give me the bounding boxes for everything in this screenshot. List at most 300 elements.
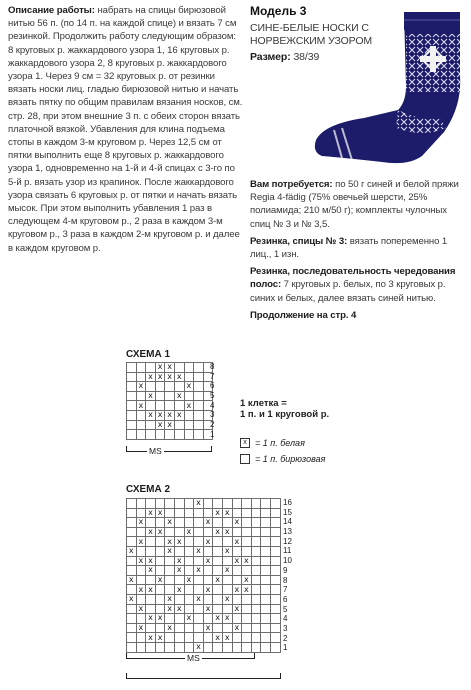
scheme2-row xyxy=(127,537,281,547)
grid-cell xyxy=(155,585,165,595)
grid-cell xyxy=(165,382,175,392)
grid-cell xyxy=(127,642,137,652)
grid-cell xyxy=(251,566,261,576)
grid-cell xyxy=(165,642,175,652)
grid-cell xyxy=(251,604,261,614)
grid-cell: x xyxy=(222,614,232,624)
grid-cell xyxy=(136,430,146,440)
grid-cell: x xyxy=(165,546,175,556)
grid-cell xyxy=(261,604,271,614)
grid-cell: x xyxy=(174,556,184,566)
grid-cell xyxy=(136,633,146,643)
grid-cell xyxy=(184,363,194,373)
scheme1-ms-label: MS xyxy=(149,446,162,456)
materials-label: Вам потребуется: xyxy=(250,179,333,190)
scheme1-row xyxy=(127,382,213,392)
scheme1-ms-tick-left xyxy=(126,446,127,452)
grid-cell: x xyxy=(146,633,156,643)
grid-cell: x xyxy=(155,372,165,382)
grid-cell xyxy=(127,518,137,528)
grid-cell: x xyxy=(155,633,165,643)
grid-cell xyxy=(127,391,137,401)
grid-cell xyxy=(222,556,232,566)
grid-cell xyxy=(174,642,184,652)
grid-cell: x xyxy=(155,420,165,430)
grid-cell: x xyxy=(194,499,204,509)
row-number: 9 xyxy=(283,565,288,575)
grid-cell: x xyxy=(184,401,194,411)
grid-cell xyxy=(127,508,137,518)
grid-cell xyxy=(213,556,223,566)
grid-cell xyxy=(127,372,137,382)
grid-cell xyxy=(232,642,242,652)
grid-cell xyxy=(213,518,223,528)
grid-cell: x xyxy=(136,518,146,528)
grid-cell xyxy=(127,633,137,643)
grid-cell: x xyxy=(194,642,204,652)
grid-cell xyxy=(165,556,175,566)
grid-cell: x xyxy=(194,546,204,556)
scheme2-row xyxy=(127,508,281,518)
grid-cell xyxy=(194,575,204,585)
grid-cell: x xyxy=(242,585,252,595)
grid-cell xyxy=(155,499,165,509)
row-number: 2 xyxy=(210,420,215,430)
grid-cell xyxy=(242,537,252,547)
legend-turquoise-box xyxy=(240,454,250,464)
grid-cell xyxy=(165,566,175,576)
grid-cell xyxy=(270,623,280,633)
row-number: 1 xyxy=(210,429,215,439)
grid-cell xyxy=(251,546,261,556)
grid-cell xyxy=(213,585,223,595)
grid-cell xyxy=(232,566,242,576)
grid-cell: x xyxy=(174,391,184,401)
grid-cell xyxy=(194,556,204,566)
grid-cell xyxy=(194,518,204,528)
row-number: 15 xyxy=(283,507,292,517)
legend-white-row xyxy=(240,438,329,448)
grid-cell: x xyxy=(146,372,156,382)
grid-cell xyxy=(127,401,137,411)
grid-cell xyxy=(174,527,184,537)
scheme2-full-tick-left xyxy=(126,673,127,679)
grid-cell xyxy=(174,575,184,585)
grid-cell xyxy=(136,594,146,604)
scheme2-grid xyxy=(126,498,281,653)
row-number: 8 xyxy=(210,362,215,371)
grid-cell xyxy=(261,527,271,537)
grid-cell xyxy=(136,372,146,382)
grid-cell: x xyxy=(174,604,184,614)
grid-cell xyxy=(242,566,252,576)
grid-cell xyxy=(165,430,175,440)
row-number: 6 xyxy=(283,594,288,604)
grid-cell: x xyxy=(232,518,242,528)
grid-cell xyxy=(194,527,204,537)
grid-cell xyxy=(242,508,252,518)
grid-cell xyxy=(222,518,232,528)
row-number: 12 xyxy=(283,536,292,546)
grid-cell xyxy=(155,391,165,401)
grid-cell xyxy=(261,633,271,643)
scheme1-ms-tick-right xyxy=(211,446,212,452)
scheme2-full-bracket xyxy=(126,678,281,679)
grid-cell xyxy=(222,575,232,585)
grid-cell xyxy=(174,594,184,604)
grid-cell xyxy=(184,499,194,509)
grid-cell: x xyxy=(165,537,175,547)
sock-illustration xyxy=(312,6,468,166)
grid-cell xyxy=(242,518,252,528)
grid-cell: x xyxy=(146,410,156,420)
grid-cell: x xyxy=(222,508,232,518)
grid-cell xyxy=(146,382,156,392)
grid-cell: x xyxy=(222,527,232,537)
grid-cell xyxy=(174,420,184,430)
row-number: 3 xyxy=(283,623,288,633)
scheme2-row xyxy=(127,594,281,604)
grid-cell xyxy=(136,410,146,420)
grid-cell xyxy=(155,382,165,392)
scheme2-row xyxy=(127,623,281,633)
grid-cell xyxy=(136,575,146,585)
grid-cell xyxy=(136,614,146,624)
row-number: 2 xyxy=(283,633,288,643)
grid-cell xyxy=(213,537,223,547)
grid-cell xyxy=(146,537,156,547)
grid-cell xyxy=(232,499,242,509)
legend xyxy=(240,398,329,464)
grid-cell: x xyxy=(136,604,146,614)
grid-cell: x xyxy=(155,363,165,373)
grid-cell: x xyxy=(232,556,242,566)
grid-cell xyxy=(222,642,232,652)
grid-cell xyxy=(242,594,252,604)
row-number: 5 xyxy=(283,604,288,614)
grid-cell: x xyxy=(203,623,213,633)
grid-cell xyxy=(203,508,213,518)
grid-cell: x xyxy=(213,633,223,643)
grid-cell xyxy=(203,594,213,604)
grid-cell xyxy=(242,633,252,643)
grid-cell xyxy=(222,499,232,509)
grid-cell: x xyxy=(203,537,213,547)
grid-cell: x xyxy=(146,566,156,576)
grid-cell xyxy=(146,594,156,604)
grid-cell xyxy=(136,363,146,373)
scheme1-title: СХЕМА 1 xyxy=(126,349,171,360)
grid-cell xyxy=(174,623,184,633)
grid-cell xyxy=(270,556,280,566)
grid-cell xyxy=(184,508,194,518)
grid-cell: x xyxy=(136,537,146,547)
description-text: набрать на спицы бирюзовой нитью 56 п. (по 14 п. на каждой спице) и вязать 7 см резинкой. Продолжить работу следующим образом: 8 круговых р. жаккардового узора 1, 16 круговых р. жаккардового узора 2, 8 круговых р. жаккардового узора 1. Через 9 см = 32 круговых р. от резинки вязать носки лиц. гладью бирюзовой нитью и начать вязать пятку по общим правилам вязания носков, см. стр. 28, при этом внешние 3 п. с обеих сторон вязать платочной вязкой. Убавления для клина подъема стопы в каждом 3-м круговом р. Через 12,5 см от пятки выполнить еще 8 круговых р. жаккардового узора 1, одновременно на 1-й и 4-й спицах с 3-го по 5-й р. вязать узор из крапинок. После жаккардового узора связать 6 круговых р. от пятки и начать вязать мысок. При этом выполнить убавления 1 раз в следующем 4-м круговом р., 2 раза в каждом 3-м круговом р., 3 раза в каждом 2-м круговом р. и далее в каждом круговом р. xyxy=(8,5,243,254)
grid-cell: x xyxy=(146,614,156,624)
grid-cell: x xyxy=(146,508,156,518)
grid-cell xyxy=(213,623,223,633)
grid-cell xyxy=(270,537,280,547)
grid-cell: x xyxy=(146,391,156,401)
legend-turquoise-row xyxy=(240,454,329,464)
grid-cell: x xyxy=(136,401,146,411)
rib-label: Резинка, спицы № 3: xyxy=(250,235,348,247)
grid-cell: x xyxy=(155,575,165,585)
scheme2-ms-label: MS xyxy=(187,653,200,663)
grid-cell xyxy=(203,633,213,643)
grid-cell xyxy=(261,499,271,509)
scheme1-grid xyxy=(126,362,213,440)
grid-cell xyxy=(184,546,194,556)
grid-cell: x xyxy=(203,518,213,528)
grid-cell xyxy=(136,499,146,509)
grid-cell xyxy=(251,499,261,509)
grid-cell xyxy=(184,391,194,401)
grid-cell xyxy=(242,499,252,509)
scheme2-row xyxy=(127,527,281,537)
grid-cell: x xyxy=(165,420,175,430)
grid-cell: x xyxy=(165,623,175,633)
grid-cell xyxy=(146,430,156,440)
grid-cell: x xyxy=(136,585,146,595)
grid-cell xyxy=(155,642,165,652)
grid-cell xyxy=(270,575,280,585)
row-number: 3 xyxy=(210,410,215,420)
grid-cell: x xyxy=(232,537,242,547)
grid-cell: x xyxy=(222,633,232,643)
grid-cell xyxy=(270,518,280,528)
scheme2-ms-tick-right xyxy=(254,653,255,659)
grid-cell xyxy=(184,372,194,382)
grid-cell xyxy=(136,642,146,652)
grid-cell xyxy=(213,642,223,652)
grid-cell xyxy=(127,556,137,566)
grid-cell xyxy=(155,566,165,576)
grid-cell xyxy=(184,420,194,430)
grid-cell xyxy=(261,594,271,604)
grid-cell xyxy=(270,585,280,595)
grid-cell xyxy=(165,585,175,595)
grid-cell xyxy=(251,556,261,566)
grid-cell xyxy=(184,566,194,576)
grid-cell xyxy=(251,642,261,652)
row-number: 11 xyxy=(283,546,292,556)
grid-cell xyxy=(184,604,194,614)
grid-cell xyxy=(127,410,137,420)
continuation-note: Продолжение на стр. 4 xyxy=(250,309,357,321)
grid-cell xyxy=(184,556,194,566)
size-value: 38/39 xyxy=(293,51,320,63)
grid-cell xyxy=(232,508,242,518)
grid-cell: x xyxy=(136,623,146,633)
row-number: 4 xyxy=(283,614,288,624)
grid-cell: x xyxy=(165,518,175,528)
grid-cell xyxy=(184,594,194,604)
grid-cell xyxy=(251,527,261,537)
grid-cell xyxy=(155,556,165,566)
grid-cell: x xyxy=(232,585,242,595)
grid-cell xyxy=(146,499,156,509)
grid-cell xyxy=(127,537,137,547)
row-number: 1 xyxy=(283,643,288,653)
grid-cell xyxy=(222,604,232,614)
row-number: 6 xyxy=(210,381,215,391)
grid-cell xyxy=(136,566,146,576)
grid-cell: x xyxy=(222,594,232,604)
grid-cell xyxy=(174,499,184,509)
grid-cell xyxy=(184,585,194,595)
grid-cell xyxy=(232,594,242,604)
scheme2-row xyxy=(127,546,281,556)
legend-turquoise-text: = 1 п. бирюзовая xyxy=(255,454,326,464)
grid-cell xyxy=(184,537,194,547)
grid-cell xyxy=(270,604,280,614)
grid-cell xyxy=(146,546,156,556)
grid-cell xyxy=(251,594,261,604)
grid-cell xyxy=(146,401,156,411)
grid-cell: x xyxy=(213,614,223,624)
grid-cell: x xyxy=(136,556,146,566)
grid-cell xyxy=(174,363,184,373)
grid-cell xyxy=(194,420,204,430)
grid-cell: x xyxy=(194,566,204,576)
size-label: Размер: xyxy=(250,51,291,63)
stripes-text: 7 круговых р. белых, по 3 круговых р. синих и белых, далее вязать синей нитью. xyxy=(250,279,446,304)
scheme1-row xyxy=(127,372,213,382)
grid-cell xyxy=(146,518,156,528)
grid-cell xyxy=(127,363,137,373)
grid-cell: x xyxy=(194,594,204,604)
grid-cell xyxy=(127,430,137,440)
scheme1-table xyxy=(126,362,213,440)
grid-cell xyxy=(155,604,165,614)
scheme2-row-numbers xyxy=(283,498,292,653)
scheme2-table xyxy=(126,498,281,653)
grid-cell xyxy=(251,623,261,633)
grid-cell: x xyxy=(184,382,194,392)
description-block xyxy=(8,4,243,255)
grid-cell xyxy=(270,546,280,556)
grid-cell: x xyxy=(184,575,194,585)
grid-cell xyxy=(146,623,156,633)
grid-cell xyxy=(165,527,175,537)
grid-cell: x xyxy=(174,566,184,576)
grid-cell xyxy=(146,420,156,430)
scheme2-row xyxy=(127,556,281,566)
grid-cell xyxy=(222,623,232,633)
grid-cell xyxy=(194,372,204,382)
grid-cell xyxy=(242,546,252,556)
grid-cell xyxy=(203,575,213,585)
grid-cell xyxy=(136,527,146,537)
grid-cell xyxy=(251,575,261,585)
grid-cell xyxy=(127,499,137,509)
grid-cell: x xyxy=(222,546,232,556)
description-label: Описание работы: xyxy=(8,5,95,16)
grid-cell xyxy=(194,391,204,401)
grid-cell xyxy=(203,566,213,576)
scheme1-row-numbers xyxy=(210,362,214,440)
row-number: 7 xyxy=(283,585,288,595)
grid-cell: x xyxy=(203,604,213,614)
grid-cell xyxy=(203,527,213,537)
scheme1-row xyxy=(127,363,213,373)
grid-cell: x xyxy=(155,614,165,624)
scheme2-row xyxy=(127,633,281,643)
grid-cell: x xyxy=(174,537,184,547)
grid-cell xyxy=(146,604,156,614)
grid-cell: x xyxy=(213,575,223,585)
grid-cell xyxy=(127,527,137,537)
scheme2-row xyxy=(127,604,281,614)
grid-cell xyxy=(174,508,184,518)
grid-cell xyxy=(155,594,165,604)
row-number: 7 xyxy=(210,371,215,381)
grid-cell: x xyxy=(184,614,194,624)
grid-cell xyxy=(270,614,280,624)
grid-cell xyxy=(232,527,242,537)
grid-cell: x xyxy=(155,410,165,420)
grid-cell xyxy=(270,508,280,518)
grid-cell: x xyxy=(174,410,184,420)
grid-cell xyxy=(213,546,223,556)
grid-cell xyxy=(194,430,204,440)
grid-cell xyxy=(165,508,175,518)
grid-cell xyxy=(251,518,261,528)
grid-cell xyxy=(184,518,194,528)
grid-cell xyxy=(261,546,271,556)
row-number: 16 xyxy=(283,498,292,507)
scheme2-row xyxy=(127,585,281,595)
grid-cell xyxy=(155,623,165,633)
grid-cell xyxy=(251,585,261,595)
grid-cell xyxy=(203,499,213,509)
grid-cell: x xyxy=(165,410,175,420)
scheme2-row xyxy=(127,575,281,585)
legend-white-text: = 1 п. белая xyxy=(255,438,305,448)
grid-cell: x xyxy=(232,623,242,633)
grid-cell: x xyxy=(127,575,137,585)
grid-cell xyxy=(261,518,271,528)
grid-cell: x xyxy=(184,527,194,537)
stripes-paragraph xyxy=(250,265,464,305)
grid-cell xyxy=(251,508,261,518)
legend-title-line1: 1 клетка = xyxy=(240,398,287,409)
grid-cell: x xyxy=(127,546,137,556)
grid-cell: x xyxy=(165,604,175,614)
grid-cell xyxy=(127,623,137,633)
stripes-label: Резинка, последовательность чередования полос: xyxy=(250,266,456,291)
grid-cell xyxy=(261,614,271,624)
grid-cell xyxy=(127,420,137,430)
grid-cell xyxy=(270,642,280,652)
model-title: Модель 3 xyxy=(250,4,307,18)
grid-cell: x xyxy=(146,556,156,566)
grid-cell xyxy=(174,633,184,643)
grid-cell xyxy=(184,430,194,440)
grid-cell xyxy=(155,401,165,411)
grid-cell xyxy=(127,382,137,392)
grid-cell xyxy=(203,642,213,652)
legend-white-box: x xyxy=(240,438,250,448)
grid-cell xyxy=(232,546,242,556)
grid-cell: x xyxy=(146,585,156,595)
model-name: СИНЕ-БЕЛЫЕ НОСКИ С НОРВЕЖСКИМ УЗОРОМ xyxy=(250,22,373,47)
grid-cell xyxy=(261,623,271,633)
grid-cell xyxy=(127,604,137,614)
grid-cell xyxy=(127,585,137,595)
grid-cell xyxy=(165,391,175,401)
